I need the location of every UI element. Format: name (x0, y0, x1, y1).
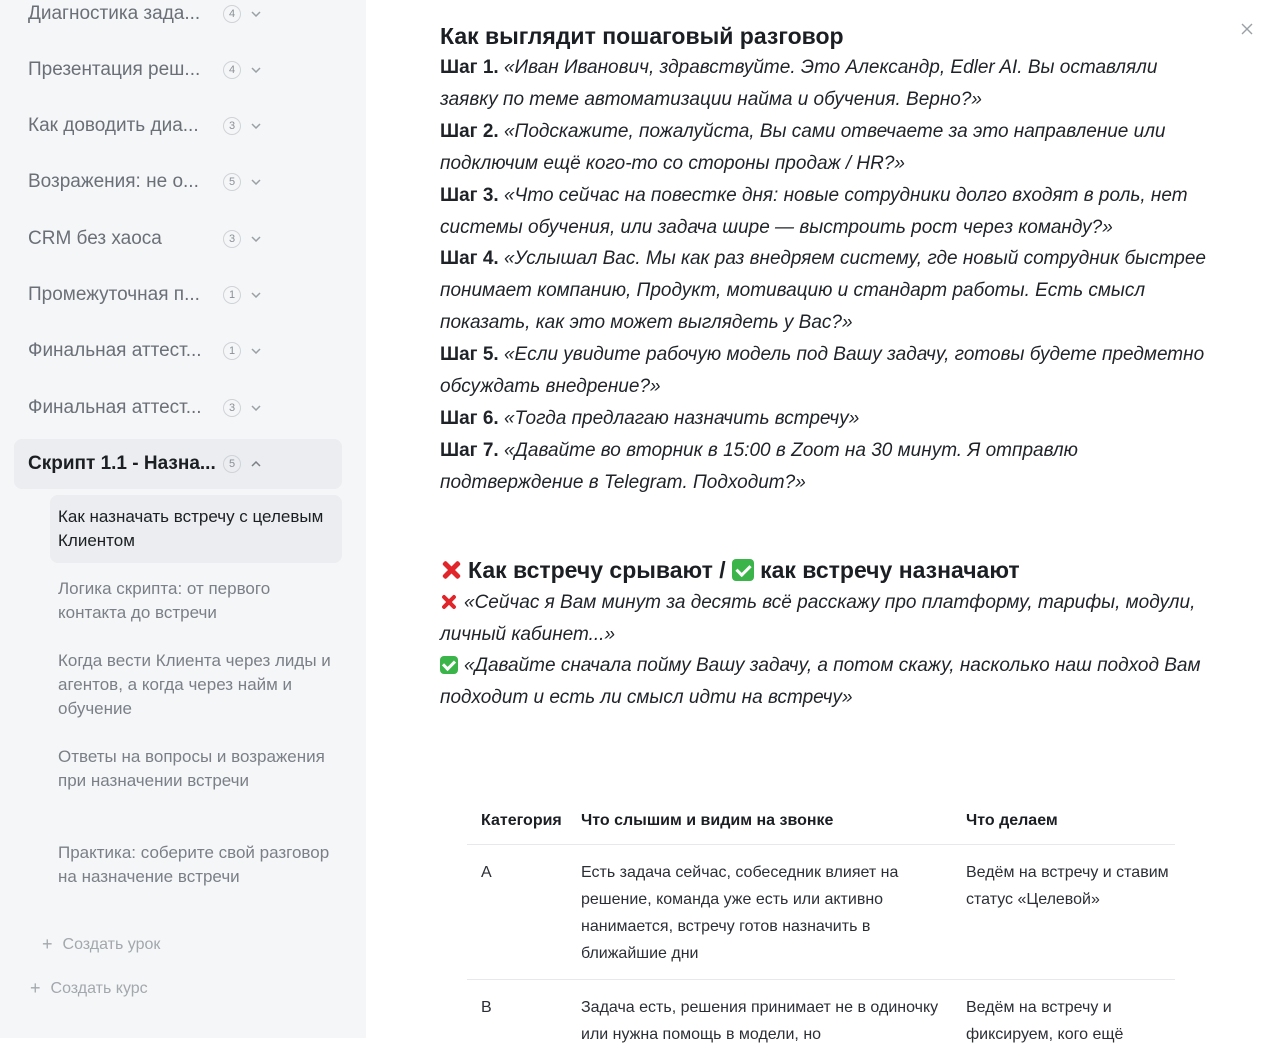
step-7 (440, 435, 1210, 499)
cross-mark-icon (440, 593, 458, 611)
step-text: «Тогда предлагаю назначить встречу» (503, 408, 860, 429)
step-6 (440, 403, 1210, 435)
lesson-item[interactable]: Когда вести Клиента через лиды и агентов, а когда через найм и обучение (58, 651, 331, 718)
table-header-cell: Что слышим и видим на звонке (581, 812, 834, 829)
step-text: «Подскажите, пожалуйста, Вы сами отвечаете за это направление или подключим ещё кого-то со стороны продаж / HR?» (440, 121, 1166, 174)
chevron-down-icon[interactable] (249, 63, 263, 77)
table-cell: Задача есть, решения принимает не в одиночку или нужна помощь в модели, но (581, 999, 939, 1043)
step-label: Шаг 6. (440, 408, 499, 429)
sidebar-course-item[interactable] (14, 0, 342, 39)
step-text: «Если увидите рабочую модель под Вашу задачу, готовы будете предметно обсуждать внедрение?» (440, 344, 1205, 397)
table-cell: A (481, 864, 492, 881)
section-heading: Как выглядит пошаговый разговор (440, 23, 844, 49)
table-header-cell: Что делаем (966, 812, 1058, 829)
step-text: «Услышал Вас. Мы как раз внедряем систему, где новый сотрудник быстрее понимает компанию, Продукт, мотивацию и стандарт работы. Есть смысл показать, как это может выглядеть у Вас?» (440, 248, 1206, 333)
heading-part-bad: Как встречу срывают / (468, 557, 726, 583)
course-title: Возражения: не о... (28, 171, 199, 192)
chevron-down-icon[interactable] (249, 7, 263, 21)
chevron-down-icon[interactable] (249, 232, 263, 246)
chevron-down-icon[interactable] (249, 175, 263, 189)
lesson-count-badge: 1 (223, 342, 241, 360)
lesson-count-badge: 1 (223, 286, 241, 304)
step-3 (440, 180, 1210, 244)
table-header-row (467, 798, 1175, 845)
lesson-count-badge: 3 (223, 230, 241, 248)
lesson-item-active[interactable]: Как назначать встречу с целевым Клиентом (50, 495, 342, 563)
section-heading (440, 557, 1020, 584)
plus-icon: + (30, 978, 41, 998)
good-example-text: «Давайте сначала пойму Вашу задачу, а потом скажу, насколько наш подход Вам подходит и есть ли смысл идти на встречу» (440, 655, 1201, 708)
sidebar-course-item[interactable] (14, 214, 342, 264)
lesson-count-badge: 5 (223, 455, 241, 473)
sidebar-course-item[interactable] (14, 101, 342, 151)
lesson-count-badge: 3 (223, 399, 241, 417)
lesson-count-badge: 5 (223, 173, 241, 191)
table-cell: Есть задача сейчас, собеседник влияет на решение, команда уже есть или активно нанимается, встречу готов назначить в ближайшие дни (581, 864, 899, 962)
step-label: Шаг 5. (440, 344, 499, 365)
step-text: «Что сейчас на повестке дня: новые сотрудники долго входят в роль, нет системы обучения, или задача шире — выстроить рост через команду?» (440, 185, 1188, 238)
course-title: Финальная аттест... (28, 340, 202, 361)
lesson-count-badge: 3 (223, 117, 241, 135)
chevron-down-icon[interactable] (249, 344, 263, 358)
course-title: CRM без хаоса (28, 228, 162, 249)
plus-icon: + (42, 934, 53, 954)
table-row (467, 845, 1175, 980)
step-4 (440, 243, 1210, 339)
good-example (440, 650, 1210, 714)
sidebar-course-item[interactable] (14, 270, 342, 320)
heading-part-good: как встречу назначают (760, 557, 1020, 583)
lesson-count-badge: 4 (223, 61, 241, 79)
lesson-item[interactable]: Ответы на вопросы и возражения при назначении встречи (58, 747, 325, 790)
table-cell: B (481, 999, 492, 1016)
bad-example-text: «Сейчас я Вам минут за десять всё расскажу про платформу, тарифы, модули, личный кабинет...» (440, 592, 1196, 645)
create-lesson-label: Создать урок (62, 935, 161, 953)
chevron-down-icon[interactable] (249, 288, 263, 302)
step-label: Шаг 3. (440, 185, 499, 206)
sidebar-course-item[interactable] (14, 45, 342, 95)
lesson-item[interactable]: Практика: соберите свой разговор на назначение встречи (58, 843, 330, 886)
category-table (467, 798, 1175, 1060)
chevron-down-icon[interactable] (249, 401, 263, 415)
course-title: Презентация реш... (28, 59, 201, 80)
check-mark-icon (732, 559, 754, 581)
create-course-label: Создать курс (50, 979, 148, 997)
table-cell: Ведём на встречу и ставим статус «Целевой» (966, 864, 1169, 908)
step-2 (440, 116, 1210, 180)
course-title: Как доводить диа... (28, 115, 199, 136)
close-icon[interactable] (1240, 22, 1256, 38)
step-text: «Давайте во вторник в 15:00 в Zoom на 30 минут. Я отправлю подтверждение в Telegram. Подходит?» (440, 440, 1078, 493)
sidebar-course-item[interactable] (14, 157, 342, 207)
bad-example (440, 587, 1210, 651)
create-course-button[interactable] (30, 978, 148, 999)
table-row (467, 980, 1175, 1060)
chevron-up-icon[interactable] (249, 457, 263, 471)
sidebar-course-item[interactable] (14, 326, 342, 376)
chevron-down-icon[interactable] (249, 119, 263, 133)
step-label: Шаг 2. (440, 121, 499, 142)
check-mark-icon (440, 656, 458, 674)
table-header-cell: Категория (481, 812, 562, 829)
course-title: Промежуточная п... (28, 284, 200, 305)
step-label: Шаг 4. (440, 248, 499, 269)
step-label: Шаг 1. (440, 57, 499, 78)
course-title: Финальная аттест... (28, 397, 202, 418)
step-label: Шаг 7. (440, 440, 499, 461)
step-5 (440, 339, 1210, 403)
sidebar-course-item-active[interactable] (14, 439, 342, 489)
step-text: «Иван Иванович, здравствуйте. Это Александр, Edler AI. Вы оставляли заявку по теме автоматизации найма и обучения. Верно?» (440, 57, 1158, 110)
table-cell: Ведём на встречу и фиксируем, кого ещё (966, 999, 1124, 1043)
course-title: Диагностика зада... (28, 3, 201, 24)
lesson-count-badge: 4 (223, 5, 241, 23)
sidebar-course-item[interactable] (14, 383, 342, 433)
lesson-item[interactable]: Логика скрипта: от первого контакта до встречи (58, 579, 271, 622)
course-title: Скрипт 1.1 - Назна... (28, 453, 216, 474)
create-lesson-button[interactable] (42, 934, 160, 955)
sidebar (0, 0, 366, 1038)
cross-mark-icon (440, 559, 462, 581)
step-1 (440, 52, 1210, 116)
